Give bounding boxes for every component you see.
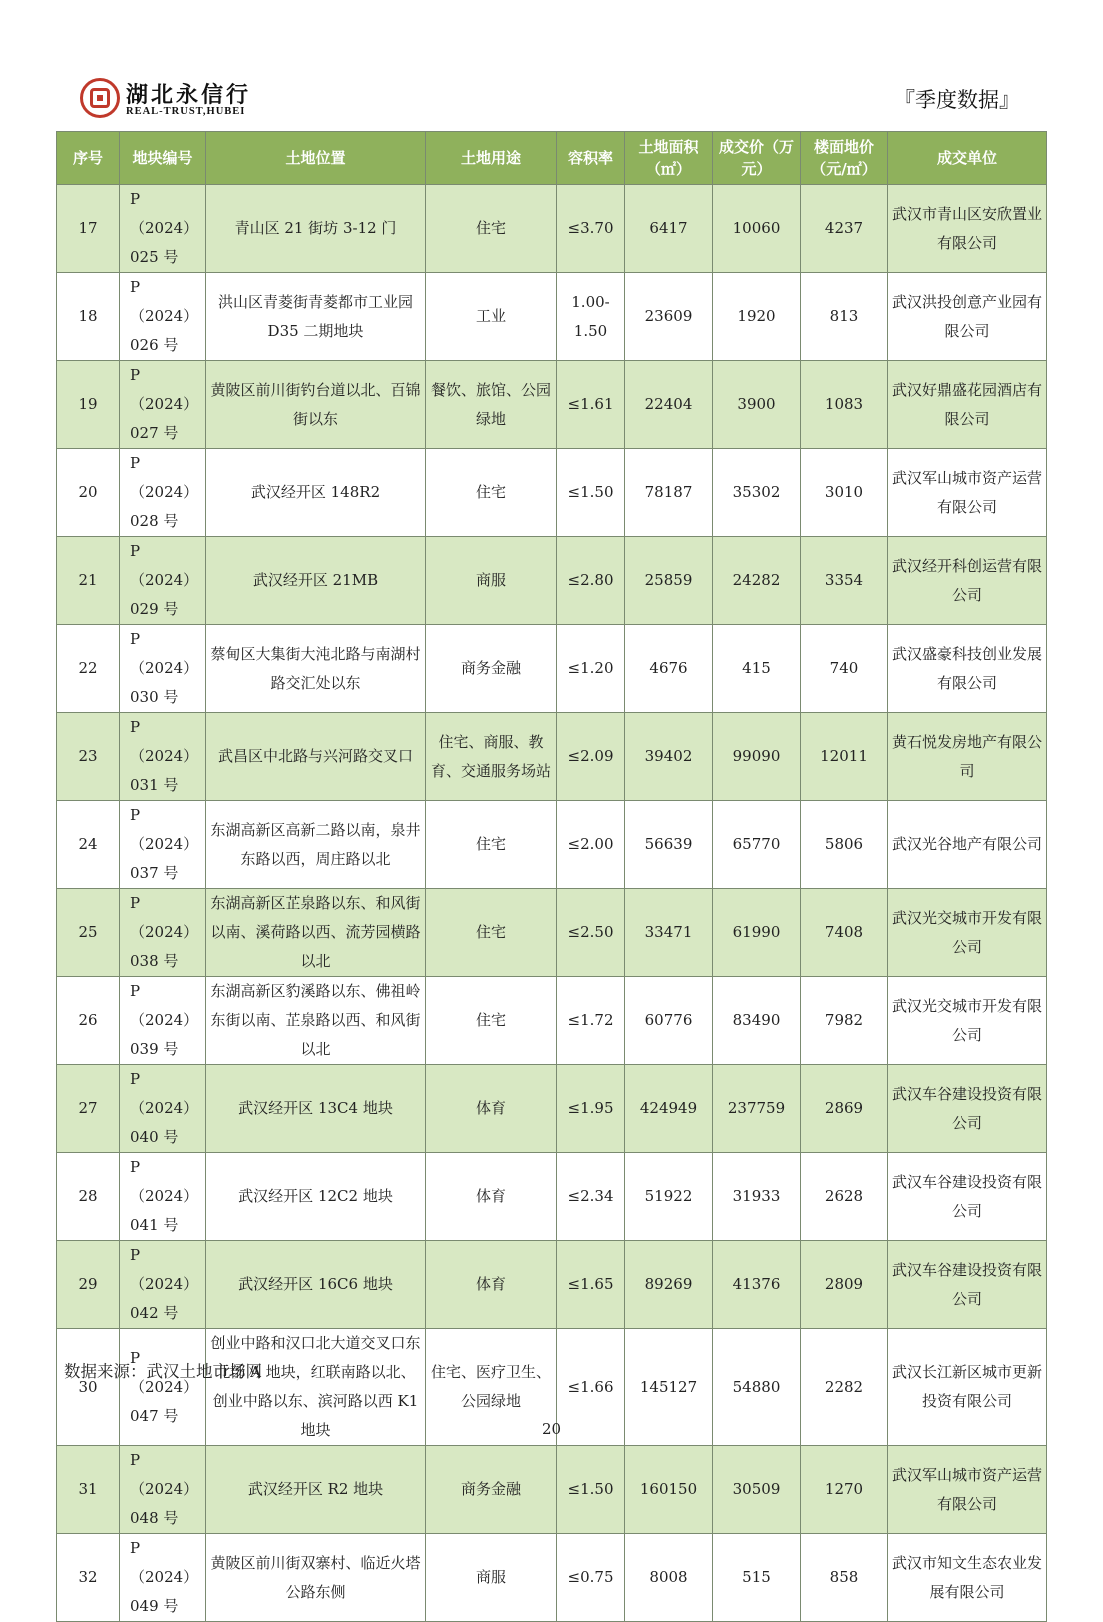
cell-price: 83490 — [713, 977, 801, 1065]
cell-floor-price: 3354 — [801, 537, 888, 625]
cell-area: 424949 — [625, 1065, 713, 1153]
cell-use: 住宅 — [426, 889, 557, 977]
cell-far: ≤1.50 — [557, 1446, 625, 1534]
table-row — [57, 449, 1047, 537]
table-row — [57, 1446, 1047, 1534]
cell-use: 餐饮、旅馆、公园绿地 — [426, 361, 557, 449]
cell-buyer: 武汉好鼎盛花园酒店有限公司 — [888, 361, 1047, 449]
cell-use: 住宅 — [426, 449, 557, 537]
cell-no: 18 — [57, 273, 120, 361]
cell-price: 54880 — [713, 1329, 801, 1446]
cell-use: 商服 — [426, 1534, 557, 1622]
cell-area: 145127 — [625, 1329, 713, 1446]
cell-floor-price: 740 — [801, 625, 888, 713]
cell-code: P（2024） 030 号 — [120, 625, 206, 713]
cell-code: P（2024） 027 号 — [120, 361, 206, 449]
cell-area: 23609 — [625, 273, 713, 361]
cell-use: 住宅、医疗卫生、公园绿地 — [426, 1329, 557, 1446]
cell-floor-price: 2628 — [801, 1153, 888, 1241]
cell-code: P（2024） 031 号 — [120, 713, 206, 801]
cell-buyer: 武汉光交城市开发有限公司 — [888, 977, 1047, 1065]
cell-area: 89269 — [625, 1241, 713, 1329]
cell-code: P（2024） 047 号 — [120, 1329, 206, 1446]
cell-code: P（2024） 037 号 — [120, 801, 206, 889]
col-header-far: 容积率 — [557, 132, 625, 185]
cell-far: ≤1.61 — [557, 361, 625, 449]
cell-far: ≤1.66 — [557, 1329, 625, 1446]
cell-area: 33471 — [625, 889, 713, 977]
cell-price: 99090 — [713, 713, 801, 801]
cell-location: 武汉经开区 16C6 地块 — [206, 1241, 426, 1329]
table-row — [57, 537, 1047, 625]
cell-far: ≤2.50 — [557, 889, 625, 977]
cell-location: 青山区 21 街坊 3-12 门 — [206, 185, 426, 273]
cell-buyer: 武汉车谷建设投资有限公司 — [888, 1241, 1047, 1329]
cell-buyer: 武汉车谷建设投资有限公司 — [888, 1065, 1047, 1153]
col-header-floor-price: 楼面地价（元/㎡） — [801, 132, 888, 185]
cell-location: 武汉经开区 12C2 地块 — [206, 1153, 426, 1241]
cell-price: 515 — [713, 1534, 801, 1622]
cell-no: 28 — [57, 1153, 120, 1241]
cell-buyer: 武汉军山城市资产运营有限公司 — [888, 1446, 1047, 1534]
cell-code: P（2024） 025 号 — [120, 185, 206, 273]
table-row — [57, 273, 1047, 361]
cell-buyer: 武汉市知文生态农业发展有限公司 — [888, 1534, 1047, 1622]
col-header-buyer: 成交单位 — [888, 132, 1047, 185]
cell-no: 27 — [57, 1065, 120, 1153]
table-header-row — [57, 132, 1047, 185]
cell-location: 武汉经开区 R2 地块 — [206, 1446, 426, 1534]
cell-no: 24 — [57, 801, 120, 889]
cell-area: 51922 — [625, 1153, 713, 1241]
cell-use: 住宅 — [426, 977, 557, 1065]
table-row — [57, 1241, 1047, 1329]
logo-english-name: REAL-TRUST,HUBEI — [126, 106, 246, 117]
cell-code: P（2024） 039 号 — [120, 977, 206, 1065]
cell-use: 工业 — [426, 273, 557, 361]
cell-buyer: 黄石悦发房地产有限公司 — [888, 713, 1047, 801]
cell-far: ≤2.00 — [557, 801, 625, 889]
cell-buyer: 武汉车谷建设投资有限公司 — [888, 1153, 1047, 1241]
section-tag: 『季度数据』 — [894, 88, 1020, 112]
cell-location: 黄陂区前川街双寨村、临近火塔公路东侧 — [206, 1534, 426, 1622]
cell-no: 30 — [57, 1329, 120, 1446]
cell-price: 31933 — [713, 1153, 801, 1241]
cell-price: 30509 — [713, 1446, 801, 1534]
cell-buyer: 武汉长江新区城市更新投资有限公司 — [888, 1329, 1047, 1446]
cell-use: 商务金融 — [426, 625, 557, 713]
cell-area: 8008 — [625, 1534, 713, 1622]
cell-location: 武汉经开区 21MB — [206, 537, 426, 625]
cell-far: ≤2.34 — [557, 1153, 625, 1241]
cell-location: 黄陂区前川街钓台道以北、百锦街以东 — [206, 361, 426, 449]
cell-area: 4676 — [625, 625, 713, 713]
cell-no: 20 — [57, 449, 120, 537]
cell-no: 21 — [57, 537, 120, 625]
cell-buyer: 武汉光谷地产有限公司 — [888, 801, 1047, 889]
cell-floor-price: 813 — [801, 273, 888, 361]
cell-location: 创业中路和汉口北大道交叉口东北部 A 地块，红联南路以北、创业中路以东、滨河路以西 K1 地块 — [206, 1329, 426, 1446]
cell-floor-price: 1083 — [801, 361, 888, 449]
cell-floor-price: 2809 — [801, 1241, 888, 1329]
col-header-use: 土地用途 — [426, 132, 557, 185]
cell-far: ≤0.75 — [557, 1534, 625, 1622]
cell-area: 60776 — [625, 977, 713, 1065]
cell-price: 1920 — [713, 273, 801, 361]
cell-no: 31 — [57, 1446, 120, 1534]
cell-location: 武汉经开区 148R2 — [206, 449, 426, 537]
cell-price: 10060 — [713, 185, 801, 273]
col-header-code: 地块编号 — [120, 132, 206, 185]
cell-price: 237759 — [713, 1065, 801, 1153]
table-row — [57, 185, 1047, 273]
cell-area: 6417 — [625, 185, 713, 273]
cell-no: 19 — [57, 361, 120, 449]
cell-location: 蔡甸区大集街大沌北路与南湖村路交汇处以东 — [206, 625, 426, 713]
cell-buyer: 武汉市青山区安欣置业有限公司 — [888, 185, 1047, 273]
table-row — [57, 977, 1047, 1065]
cell-use: 住宅 — [426, 801, 557, 889]
cell-use: 住宅、商服、教育、交通服务场站 — [426, 713, 557, 801]
page-header — [80, 76, 1030, 122]
col-header-price: 成交价（万元） — [713, 132, 801, 185]
cell-location: 东湖高新区豹溪路以东、佛祖岭东街以南、芷泉路以西、和风街以北 — [206, 977, 426, 1065]
cell-area: 160150 — [625, 1446, 713, 1534]
cell-use: 商务金融 — [426, 1446, 557, 1534]
cell-far: ≤2.80 — [557, 537, 625, 625]
cell-area: 39402 — [625, 713, 713, 801]
cell-location: 武昌区中北路与兴河路交叉口 — [206, 713, 426, 801]
cell-location: 东湖高新区高新二路以南，泉井东路以西，周庄路以北 — [206, 801, 426, 889]
col-header-location: 土地位置 — [206, 132, 426, 185]
cell-price: 61990 — [713, 889, 801, 977]
cell-buyer: 武汉洪投创意产业园有限公司 — [888, 273, 1047, 361]
cell-price: 35302 — [713, 449, 801, 537]
table-row — [57, 361, 1047, 449]
cell-code: P（2024） 038 号 — [120, 889, 206, 977]
cell-use: 住宅 — [426, 185, 557, 273]
cell-buyer: 武汉光交城市开发有限公司 — [888, 889, 1047, 977]
cell-price: 3900 — [713, 361, 801, 449]
cell-code: P（2024） 028 号 — [120, 449, 206, 537]
cell-no: 29 — [57, 1241, 120, 1329]
table-row — [57, 625, 1047, 713]
table-body — [57, 185, 1047, 1622]
table-row — [57, 801, 1047, 889]
cell-area: 25859 — [625, 537, 713, 625]
col-header-no: 序号 — [57, 132, 120, 185]
cell-use: 体育 — [426, 1153, 557, 1241]
cell-use: 商服 — [426, 537, 557, 625]
logo-name: 湖北永信行 — [126, 83, 252, 108]
col-header-area: 土地面积（㎡） — [625, 132, 713, 185]
table-row — [57, 1065, 1047, 1153]
cell-area: 56639 — [625, 801, 713, 889]
data-source-note: 数据来源：武汉土地市场网 — [64, 1362, 262, 1381]
cell-far: ≤1.72 — [557, 977, 625, 1065]
cell-code: P（2024） 041 号 — [120, 1153, 206, 1241]
land-transaction-table — [56, 131, 1047, 1622]
cell-code: P（2024） 040 号 — [120, 1065, 206, 1153]
table-row — [57, 713, 1047, 801]
cell-floor-price: 7408 — [801, 889, 888, 977]
cell-floor-price: 12011 — [801, 713, 888, 801]
cell-no: 17 — [57, 185, 120, 273]
cell-floor-price: 5806 — [801, 801, 888, 889]
cell-no: 25 — [57, 889, 120, 977]
cell-area: 78187 — [625, 449, 713, 537]
page-number: 20 — [541, 1420, 562, 1438]
cell-buyer: 武汉军山城市资产运营有限公司 — [888, 449, 1047, 537]
cell-far: ≤3.70 — [557, 185, 625, 273]
cell-price: 41376 — [713, 1241, 801, 1329]
cell-price: 65770 — [713, 801, 801, 889]
cell-floor-price: 7982 — [801, 977, 888, 1065]
cell-code: P（2024） 049 号 — [120, 1534, 206, 1622]
cell-no: 26 — [57, 977, 120, 1065]
cell-floor-price: 3010 — [801, 449, 888, 537]
table-row — [57, 889, 1047, 977]
cell-location: 东湖高新区芷泉路以东、和风街以南、溪荷路以西、流芳园横路以北 — [206, 889, 426, 977]
cell-code: P（2024） 042 号 — [120, 1241, 206, 1329]
cell-code: P（2024） 048 号 — [120, 1446, 206, 1534]
cell-price: 415 — [713, 625, 801, 713]
cell-far: 1.00-1.50 — [557, 273, 625, 361]
logo-seal-icon — [80, 78, 120, 118]
cell-buyer: 武汉经开科创运营有限公司 — [888, 537, 1047, 625]
cell-code: P（2024） 029 号 — [120, 537, 206, 625]
cell-floor-price: 4237 — [801, 185, 888, 273]
cell-code: P（2024） 026 号 — [120, 273, 206, 361]
cell-far: ≤1.20 — [557, 625, 625, 713]
cell-floor-price: 1270 — [801, 1446, 888, 1534]
cell-use: 体育 — [426, 1065, 557, 1153]
cell-floor-price: 2869 — [801, 1065, 888, 1153]
cell-no: 23 — [57, 713, 120, 801]
table-row — [57, 1534, 1047, 1622]
cell-floor-price: 2282 — [801, 1329, 888, 1446]
cell-far: ≤1.50 — [557, 449, 625, 537]
table-row — [57, 1153, 1047, 1241]
cell-use: 体育 — [426, 1241, 557, 1329]
cell-area: 22404 — [625, 361, 713, 449]
cell-no: 32 — [57, 1534, 120, 1622]
cell-floor-price: 858 — [801, 1534, 888, 1622]
cell-price: 24282 — [713, 537, 801, 625]
cell-buyer: 武汉盛豪科技创业发展有限公司 — [888, 625, 1047, 713]
cell-location: 洪山区青菱街青菱都市工业园 D35 二期地块 — [206, 273, 426, 361]
cell-far: ≤1.65 — [557, 1241, 625, 1329]
cell-location: 武汉经开区 13C4 地块 — [206, 1065, 426, 1153]
cell-no: 22 — [57, 625, 120, 713]
cell-far: ≤1.95 — [557, 1065, 625, 1153]
cell-far: ≤2.09 — [557, 713, 625, 801]
